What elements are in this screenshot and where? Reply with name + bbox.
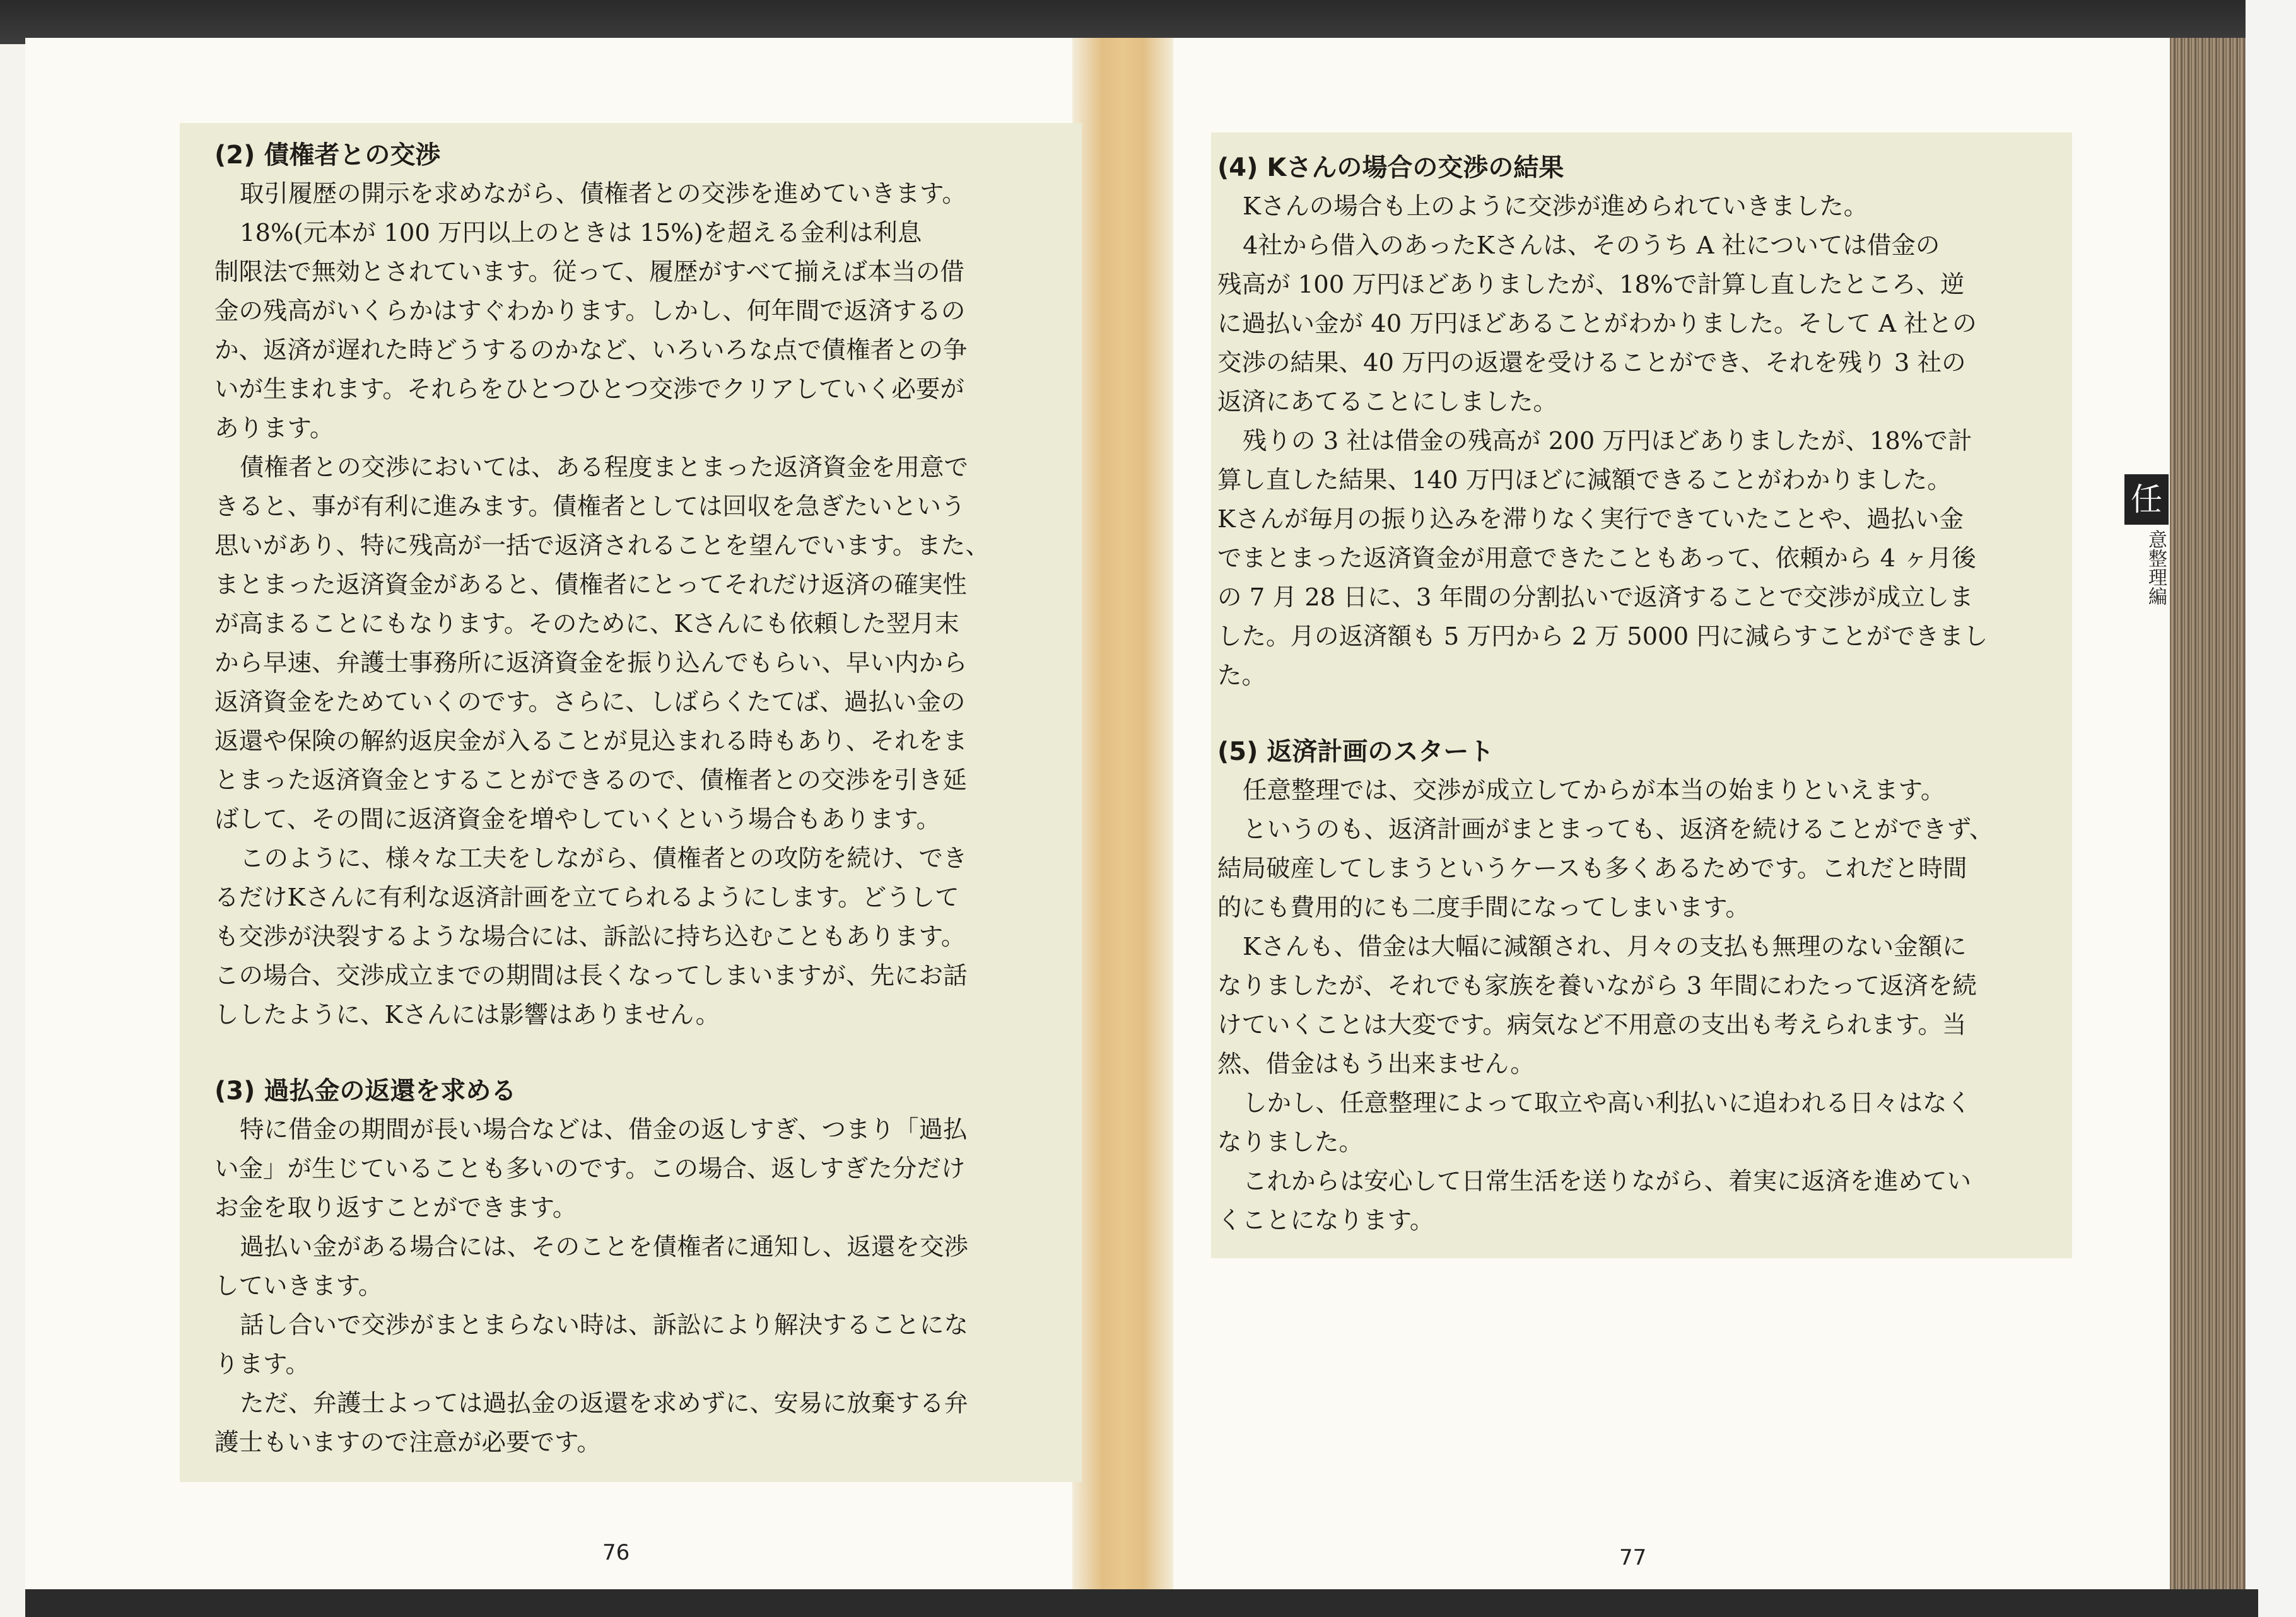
left-page-text — [214, 136, 1079, 1462]
paragraph — [214, 214, 1079, 448]
text-line: きると、事が有利に進みます。債権者としては回収を急ぎたいという — [214, 493, 966, 521]
paragraph — [214, 1111, 1079, 1228]
text-line: でまとまった返済資金が用意できたこともあって、依頼から 4 ヶ月後 — [1217, 544, 1976, 573]
paragraph — [1217, 226, 2069, 422]
section-heading: (4) Kさんの場合の交渉の結果 — [1217, 153, 1564, 182]
text-line: ばして、その間に返済資金を増やしていくという場合もあります。 — [214, 805, 941, 834]
paragraph — [214, 1384, 1079, 1462]
text-line: お金を取り返すことができます。 — [214, 1194, 577, 1222]
text-line: 過払い金がある場合には、そのことを債権者に通知し、返還を交渉 — [240, 1233, 969, 1261]
text-line: Kさんが毎月の振り込みを滞りなく実行できていたことや、過払い金 — [1217, 505, 1964, 534]
text-line: 残高が 100 万円ほどありましたが、18%で計算し直したところ、逆 — [1217, 271, 1965, 299]
text-line: 然、借金はもう出来ません。 — [1217, 1050, 1535, 1078]
text-line: くことになります。 — [1217, 1206, 1434, 1235]
text-line: た。 — [1217, 662, 1267, 690]
paragraph — [214, 1306, 1079, 1384]
text-line: 交渉の結果、40 万円の返還を受けることができ、それを残り 3 社の — [1217, 349, 1966, 377]
text-line: の 7 月 28 日に、3 年間の分割払いで返済することで交渉が成立しま — [1217, 583, 1974, 612]
text-line: 話し合いで交渉がまとまらない時は、訴訟により解決することにな — [240, 1311, 969, 1340]
book-gutter — [1072, 38, 1173, 1602]
text-line: とまった返済資金とすることができるので、債権者との交渉を引き延 — [214, 766, 967, 795]
text-line: あります。 — [214, 414, 334, 443]
paragraph — [1217, 810, 2069, 928]
text-line: から早速、弁護士事務所に返済資金を振り込んでもらい、早い内から — [214, 649, 968, 677]
paragraph — [1217, 1162, 2069, 1240]
text-line: なりました。 — [1217, 1128, 1364, 1157]
text-line: 18%(元本が 100 万円以上のときは 15%)を超える金利は利息 — [240, 219, 922, 247]
right-page-text — [1217, 148, 2069, 1240]
paragraph — [1217, 187, 2069, 226]
text-line: 算し直した結果、140 万円ほどに減額できることがわかりました。 — [1217, 466, 1952, 494]
text-line: に過払い金が 40 万円ほどあることがわかりました。そして A 社との — [1217, 310, 1977, 338]
chapter-tab-label: 意整理編 — [2145, 530, 2167, 605]
text-line: 的にも費用的にも二度手間になってしまいます。 — [1217, 894, 1750, 922]
text-line: まとまった返済資金があると、債権者にとってそれだけ返済の確実性 — [214, 571, 967, 599]
text-line: これからは安心して日常生活を送りながら、着実に返済を進めてい — [1243, 1167, 1972, 1196]
text-line: ししたように、Kさんには影響はありません。 — [214, 1001, 720, 1029]
text-line: 返還や保険の解約返戻金が入ることが見込まれる時もあり、それをま — [214, 727, 968, 756]
scanner-bottom-edge — [25, 1589, 2258, 1617]
page-number-right: 77 — [1619, 1545, 1647, 1570]
text-line: 思いがあり、特に残高が一括で返済されることを望んでいます。また、 — [214, 532, 990, 560]
paragraph — [214, 839, 1079, 1035]
text-line: けていくことは大変です。病気など不用意の支出も考えられます。当 — [1217, 1011, 1967, 1039]
text-line: ただ、弁護士よっては過払金の返還を求めずに、安易に放棄する弁 — [240, 1389, 969, 1418]
text-line: 制限法で無効とされています。従って、履歴がすべて揃えば本当の借 — [214, 258, 964, 286]
text-line: Kさんの場合も上のように交渉が進められていきました。 — [1243, 192, 1868, 221]
text-line: 返済資金をためていくのです。さらに、しばらくたてば、過払い金の — [214, 688, 966, 716]
paragraph — [1217, 928, 2069, 1084]
text-line: るだけKさんに有利な返済計画を立てられるようにします。どうして — [214, 884, 959, 912]
paragraph — [1217, 422, 2069, 696]
text-line: か、返済が遅れた時どうするのかなど、いろいろな点で債権者との争 — [214, 336, 968, 365]
page-number-left: 76 — [602, 1540, 630, 1565]
text-line: いが生まれます。それらをひとつひとつ交渉でクリアしていく必要が — [214, 375, 964, 404]
text-line: が高まることにもなります。そのために、Kさんにも依頼した翌月末 — [214, 610, 959, 638]
paragraph — [214, 448, 1079, 839]
paragraph — [1217, 1084, 2069, 1162]
section-heading: (3) 過払金の返還を求める — [214, 1077, 517, 1106]
text-line: ります。 — [214, 1350, 310, 1379]
text-line: 金の残高がいくらかはすぐわかります。しかし、何年間で返済するの — [214, 297, 966, 325]
text-line: 返済にあてることにしました。 — [1217, 388, 1558, 416]
paragraph — [214, 175, 1079, 214]
text-line: というのも、返済計画がまとまっても、返済を続けることができず、 — [1243, 815, 1994, 844]
text-line: 債権者との交渉においては、ある程度まとまった返済資金を用意で — [240, 453, 969, 482]
text-line: 結局破産してしまうというケースも多くあるためです。これだと時間 — [1217, 855, 1967, 883]
text-line: 特に借金の期間が長い場合などは、借金の返しすぎ、つまり「過払 — [240, 1116, 968, 1144]
text-line: していきます。 — [214, 1272, 383, 1300]
paragraph — [1217, 771, 2069, 810]
text-line: も交渉が決裂するような場合には、訴訟に持ち込むこともあります。 — [214, 923, 966, 951]
text-line: このように、様々な工夫をしながら、債権者との攻防を続け、でき — [240, 844, 968, 873]
text-line: しかし、任意整理によって取立や高い利払いに追われる日々はなく — [1243, 1089, 1972, 1118]
text-line: 取引履歴の開示を求めながら、債権者との交渉を進めていきます。 — [240, 180, 966, 208]
text-line: い金」が生じていることも多いのです。この場合、返しすぎた分だけ — [214, 1155, 966, 1183]
scanner-right-edge — [2246, 0, 2296, 1617]
text-line: した。月の返済額も 5 万円から 2 万 5000 円に減らすことができまし — [1217, 622, 1988, 651]
text-line: 護士もいますので注意が必要です。 — [214, 1428, 601, 1457]
paragraph — [214, 1228, 1079, 1306]
text-line: 4社から借入のあったKさんは、そのうち A 社については借金の — [1243, 231, 1940, 260]
text-line: 任意整理では、交渉が成立してからが本当の始まりといえます。 — [1243, 776, 1945, 805]
text-line: この場合、交渉成立までの期間は長くなってしまいますが、先にお話 — [214, 962, 968, 990]
page-edges — [2170, 38, 2246, 1602]
text-line: 残りの 3 社は借金の残高が 200 万円ほどありましたが、18%で計 — [1243, 427, 1972, 455]
section-heading: (5) 返済計画のスタート — [1217, 737, 1494, 766]
text-line: なりましたが、それでも家族を養いながら 3 年間にわたって返済を続 — [1217, 972, 1977, 1000]
section-heading: (2) 債権者との交渉 — [214, 141, 441, 170]
text-line: Kさんも、借金は大幅に減額され、月々の支払も無理のない金額に — [1243, 933, 1967, 961]
chapter-tab-kanji: 任 — [2124, 474, 2169, 525]
